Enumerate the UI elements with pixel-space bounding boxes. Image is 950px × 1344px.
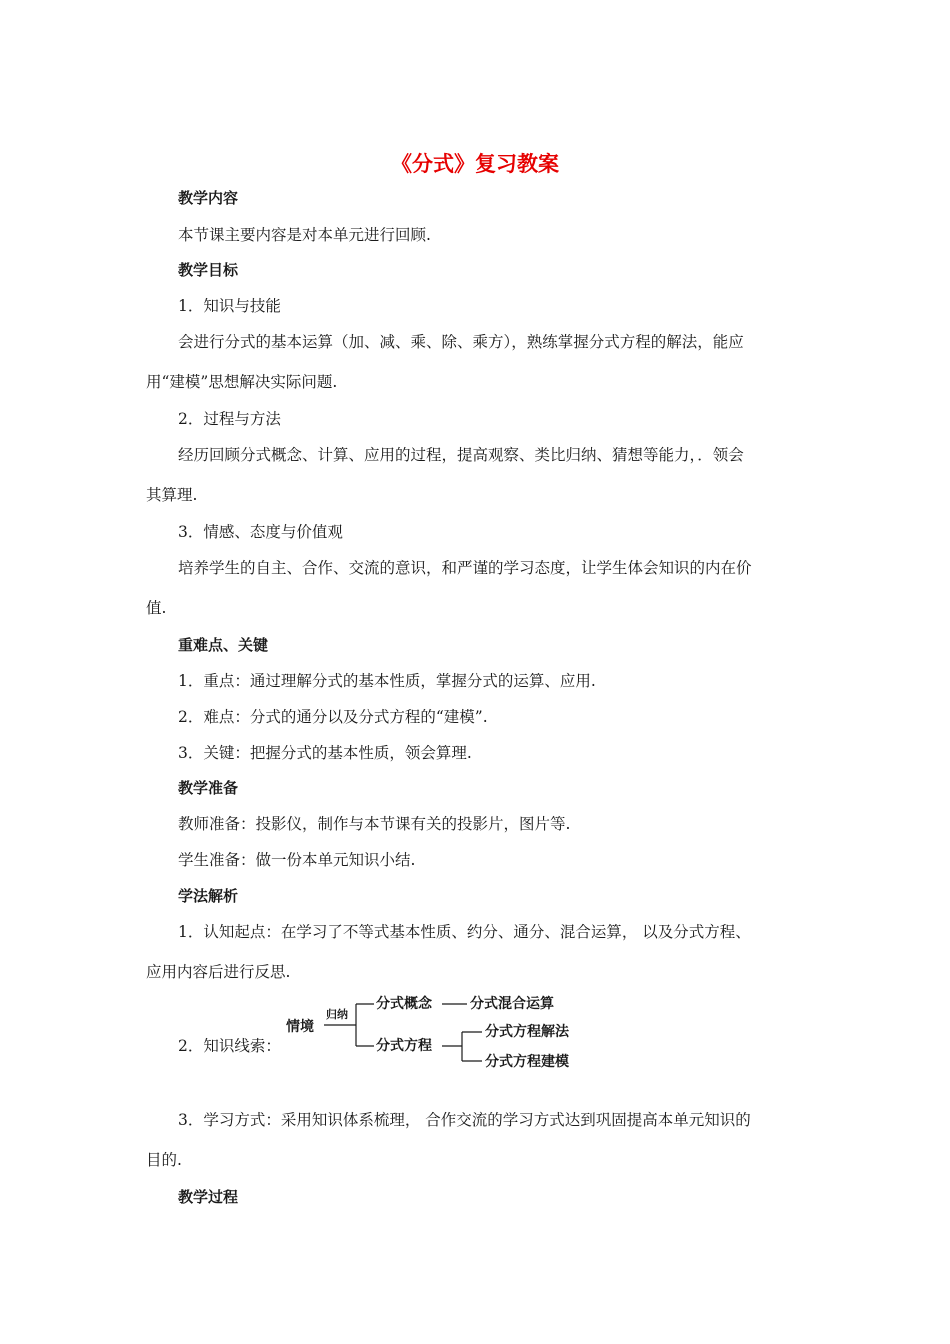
goal3-line2: 值.: [146, 599, 167, 617]
heading-preparation: 教学准备: [178, 779, 239, 797]
diagram-arrow-label: 归纳: [326, 1008, 348, 1021]
key-point-2: 2．难点：分式的通分以及分式方程的“建模”.: [178, 708, 488, 726]
method3-line2: 目的.: [146, 1151, 182, 1169]
goal3-line1: 培养学生的自主、合作、交流的意识，和严谨的学习态度，让学生体会知识的内在价: [178, 559, 752, 577]
method2-label: 2．知识线索：: [178, 1037, 281, 1055]
key-point-3: 3．关键：把握分式的基本性质，领会算理.: [178, 744, 472, 762]
heading-method: 学法解析: [178, 887, 239, 905]
diagram-branch1-next: 分式混合运算: [470, 996, 554, 1012]
goal2-line1: 经历回顾分式概念、计算、应用的过程，提高观察、类比归纳、猜想等能力，．领会: [178, 446, 744, 464]
method1-line1: 1．认知起点：在学习了不等式基本性质、约分、通分、混合运算， 以及分式方程、: [178, 923, 751, 941]
method1-line2: 应用内容后进行反思.: [146, 963, 291, 981]
diagram-branch2-sub1: 分式方程解法: [485, 1024, 569, 1040]
page-title: 《分式》复习教案: [391, 152, 559, 176]
diagram-branch2-sub2: 分式方程建模: [485, 1054, 569, 1070]
content-text: 本节课主要内容是对本单元进行回顾.: [178, 226, 431, 244]
goal1-line1: 会进行分式的基本运算（加、减、乘、除、乘方），熟练掌握分式方程的解法，能应: [178, 333, 744, 351]
goal2-title: 2．过程与方法: [178, 410, 281, 428]
heading-process: 教学过程: [178, 1188, 239, 1206]
key-point-1: 1．重点：通过理解分式的基本性质，掌握分式的运算、应用.: [178, 672, 596, 690]
goal3-title: 3．情感、态度与价值观: [178, 523, 343, 541]
heading-content: 教学内容: [178, 189, 239, 207]
diagram-branch1: 分式概念: [376, 996, 432, 1012]
heading-key-points: 重难点、关键: [178, 636, 269, 654]
heading-goals: 教学目标: [178, 261, 239, 279]
goal1-line2: 用“建模”思想解决实际问题.: [146, 373, 338, 391]
prep-student: 学生准备：做一份本单元知识小结.: [178, 851, 416, 869]
goal1-title: 1．知识与技能: [178, 297, 281, 315]
diagram-branch2: 分式方程: [376, 1038, 432, 1054]
knowledge-diagram: [284, 994, 594, 1074]
prep-teacher: 教师准备：投影仪，制作与本节课有关的投影片，图片等.: [178, 815, 571, 833]
diagram-start: 情境: [286, 1019, 314, 1035]
method3-line1: 3．学习方式：采用知识体系梳理， 合作交流的学习方式达到巩固提高本单元知识的: [178, 1111, 751, 1129]
goal2-line2: 其算理.: [146, 486, 198, 504]
